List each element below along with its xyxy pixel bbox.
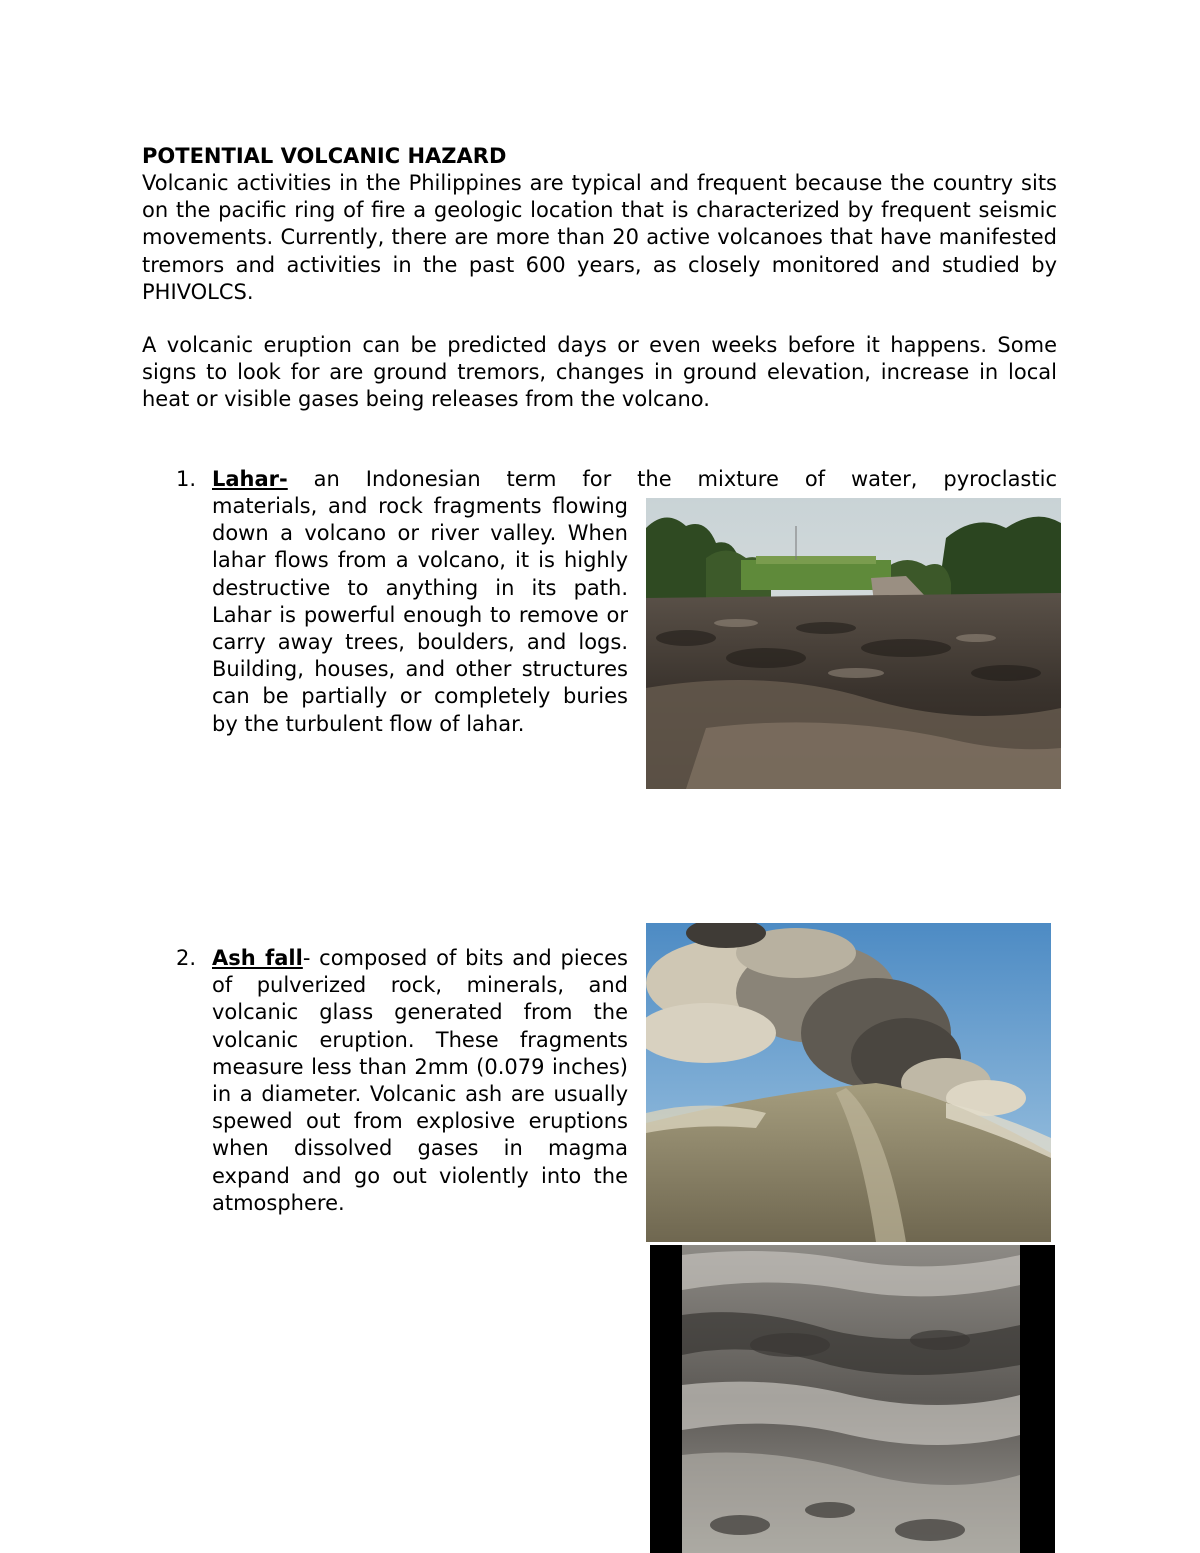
ash-fall-description-text: composed of bits and pieces of pulverized rock, minerals, and volcanic glass generated from the volcanic eruption. These fragments measure less than 2mm (0.079 inches) in a diameter. Volcanic ash are usually spewed out from explosive eruptions when dissolved gases in magma expand and go out violently into the atmosphere.	[212, 946, 628, 1215]
lahar-photo	[646, 498, 1061, 789]
lahar-description: materials, and rock fragments flowing down a volcano or river valley. When lahar flows from a volcano, it is highly destructive to anything in its path. Lahar is powerful enough to remove or carry away trees, boulders, and logs. Building, houses, and other structures can be partially or completely buries by the turbulent flow of lahar.	[212, 494, 628, 736]
list-number-1: 1.	[176, 467, 197, 491]
lahar-first-line-text: an Indonesian term for the mixture of water, pyroclastic	[287, 467, 1057, 491]
prediction-paragraph: A volcanic eruption can be predicted days or even weeks before it happens. Some signs to look for are ground tremors, changes in ground elevation, increase in local heat or visible gases being releases from the volcano.	[142, 333, 1057, 412]
ash-plume-photo	[646, 923, 1051, 1242]
ash-fall-term: Ash fall	[212, 946, 303, 970]
ash-flow-photo	[650, 1245, 1055, 1553]
lahar-first-line	[212, 466, 1057, 493]
document-title: POTENTIAL VOLCANIC HAZARD	[142, 144, 507, 168]
lahar-term: Lahar-	[212, 467, 288, 491]
list-number-2: 2.	[176, 946, 197, 970]
ash-fall-description	[212, 945, 628, 1217]
ash-fall-term-suffix: -	[302, 946, 311, 970]
intro-paragraph: Volcanic activities in the Philippines are typical and frequent because the country sits on the pacific ring of fire a geologic location that is characterized by frequent seismic movements. Currently, there are more than 20 active volcanoes that have manifested tremors and activities in the past 600 years, as closely monitored and studied by PHIVOLCS.	[142, 171, 1057, 304]
